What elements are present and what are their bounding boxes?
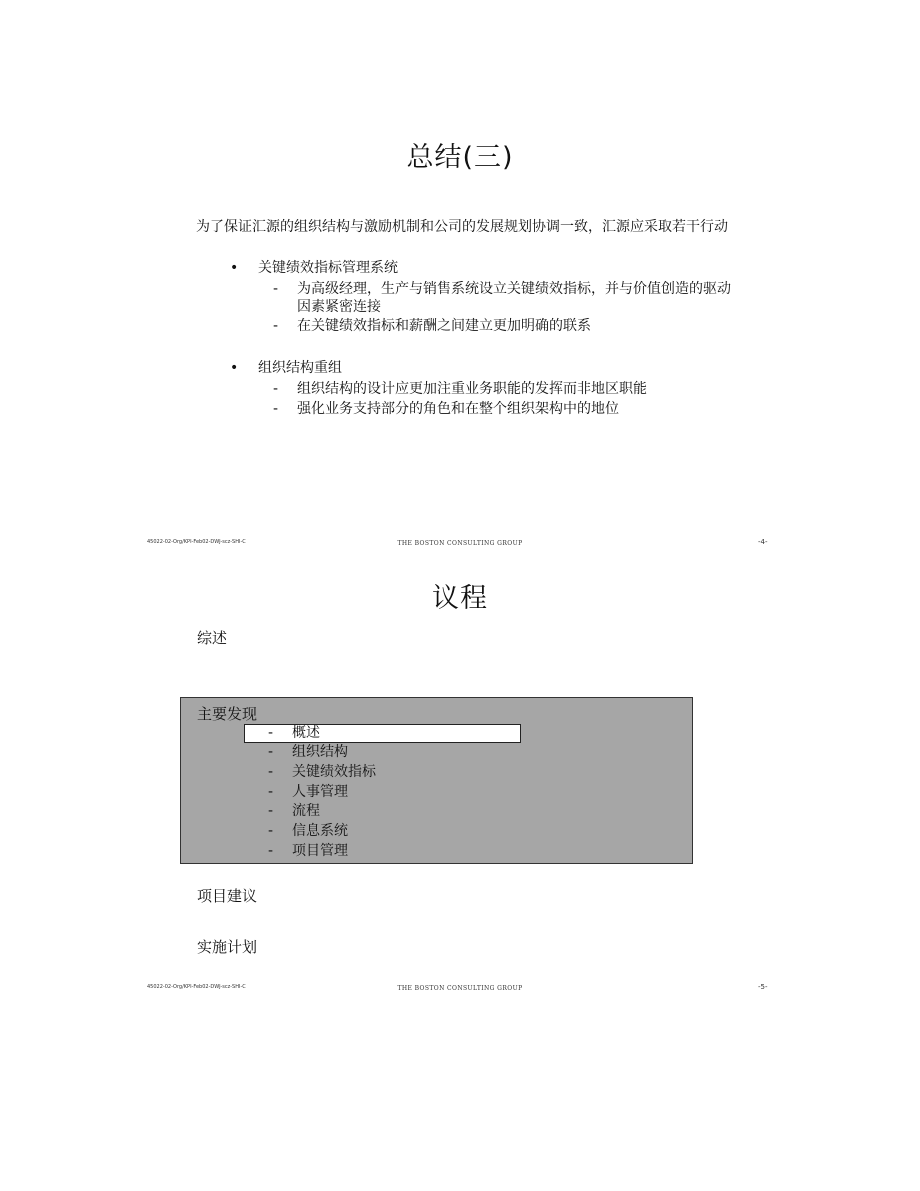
agenda-item-recommendations: 项目建议 xyxy=(197,887,258,905)
findings-item-process xyxy=(268,802,518,821)
findings-item-pm xyxy=(268,842,518,861)
findings-item-org xyxy=(268,743,518,762)
sub-item xyxy=(273,280,743,316)
findings-dash: - xyxy=(268,843,274,859)
sub-dash: - xyxy=(273,281,279,297)
findings-item-hr xyxy=(268,783,518,802)
sub-item xyxy=(273,317,743,335)
agenda-item-overview: 综述 xyxy=(197,629,228,647)
findings-text: 项目管理 xyxy=(292,843,348,859)
bullet-dot: • xyxy=(230,260,239,276)
sub-text: 组织结构的设计应更加注重业务职能的发挥而非地区职能 xyxy=(297,381,647,397)
bullet-dot: • xyxy=(230,360,239,376)
footer-company: THE BOSTON CONSULTING GROUP xyxy=(397,985,523,992)
agenda-item-findings: 主要发现 xyxy=(197,705,258,723)
slide2-title: 议程 xyxy=(432,583,488,614)
findings-dash: - xyxy=(268,764,274,780)
findings-dash: - xyxy=(268,823,274,839)
findings-item-kpi xyxy=(268,763,518,782)
findings-dash: - xyxy=(268,725,274,741)
findings-text: 概述 xyxy=(292,725,320,741)
bullet-org-restructure xyxy=(230,359,730,377)
footer-document-code: 45022-02-Org/KPI-Feb02-DWJ-scz-SHI-C xyxy=(147,539,246,545)
agenda-item-implementation: 实施计划 xyxy=(197,938,258,956)
bullet-text: 组织结构重组 xyxy=(258,360,342,376)
findings-item-is xyxy=(268,822,518,841)
footer-document-code: 45022-02-Org/KPI-Feb02-DWJ-scz-SHI-C xyxy=(147,984,246,990)
findings-text: 组织结构 xyxy=(292,744,348,760)
sub-text: 强化业务支持部分的角色和在整个组织架构中的地位 xyxy=(297,401,619,417)
findings-text: 人事管理 xyxy=(292,784,348,800)
sub-dash: - xyxy=(273,381,279,397)
footer-page-number: -5- xyxy=(758,983,768,991)
footer-page-number: -4- xyxy=(758,538,768,546)
findings-dash: - xyxy=(268,784,274,800)
findings-item-overview xyxy=(268,724,518,743)
bullet-text: 关键绩效指标管理系统 xyxy=(258,260,398,276)
findings-text: 关键绩效指标 xyxy=(292,764,376,780)
findings-dash: - xyxy=(268,744,274,760)
sub-text: 在关键绩效指标和薪酬之间建立更加明确的联系 xyxy=(297,318,591,334)
bullet-kpi-system xyxy=(230,259,730,277)
slide1-intro: 为了保证汇源的组织结构与激励机制和公司的发展规划协调一致，汇源应采取若干行动 xyxy=(196,219,728,235)
sub-text: 为高级经理，生产与销售系统设立关键绩效指标，并与价值创造的驱动因素紧密连接 xyxy=(297,281,731,315)
sub-item xyxy=(273,380,743,398)
sub-dash: - xyxy=(273,318,279,334)
findings-dash: - xyxy=(268,803,274,819)
findings-text: 流程 xyxy=(292,803,320,819)
sub-dash: - xyxy=(273,401,279,417)
slide1-title: 总结(三) xyxy=(406,142,514,173)
footer-company: THE BOSTON CONSULTING GROUP xyxy=(397,540,523,547)
sub-item xyxy=(273,400,743,418)
findings-text: 信息系统 xyxy=(292,823,348,839)
